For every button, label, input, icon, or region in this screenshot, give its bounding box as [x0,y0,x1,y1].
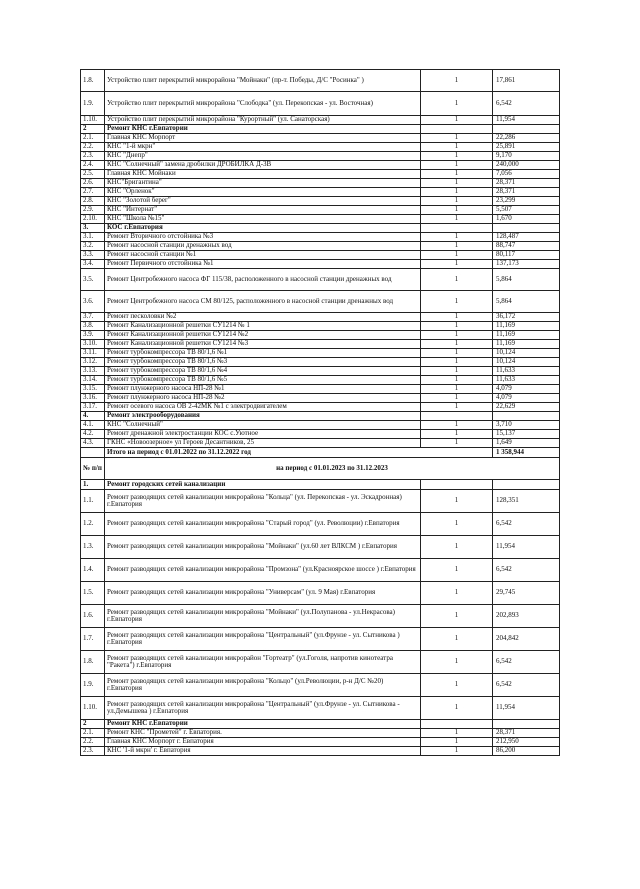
row-description: Устройство плит перекрытий микрорайона "Мойнаки" (пр-т. Победы, Д/С "Росинка" ) [105,70,421,92]
table-row [81,143,560,152]
row-amount: 28,371 [493,729,560,738]
row-description: КНС "Солнечный" [105,421,421,430]
row-quantity: 1 [421,651,493,674]
row-description: Ремонт насосной станции №1 [105,251,421,260]
table-row [81,674,560,697]
table-row [81,628,560,651]
row-amount: 15,137 [493,430,560,439]
row-description: КНС "1-й мкрн" [105,143,421,152]
row-number: 2.3. [81,152,105,161]
budget-table-body [81,70,560,756]
table-row [81,170,560,179]
row-number: 2.2. [81,738,105,747]
row-description: КНС"Бригантина" [105,179,421,188]
row-number: 2.10. [81,215,105,224]
row-number: 2.3. [81,747,105,756]
section-title: Ремонт КНС г.Евпатории [105,720,421,729]
row-number: 1.4. [81,559,105,582]
row-description: Устройство плит перекрытий микрорайона "Курортный" (ул. Санаторская) [105,116,421,125]
row-quantity: 1 [421,559,493,582]
row-number: 3. [81,224,105,233]
row-quantity: 1 [421,394,493,403]
row-number: 2 [81,720,105,729]
row-amount: 10,124 [493,358,560,367]
table-row [81,559,560,582]
row-amount: 128,351 [493,490,560,513]
row-description: Ремонт разводящих сетей канализации микрорайона "Кольца" (ул. Перекопская - ул. Эскадронная) г.Евпатория [105,490,421,513]
row-description: Ремонт Центробежного насоса ФГ 115/38, расположенного в насосной станции дренажных вод [105,269,421,291]
row-number: 1.2. [81,513,105,536]
row-number: 3.1. [81,233,105,242]
row-amount: 6,542 [493,513,560,536]
table-row [81,251,560,260]
row-number: 3.3. [81,251,105,260]
table-row [81,747,560,756]
section-row [81,224,560,233]
row-description: Ремонт разводящих сетей канализации микрорайона "Центральный" (ул.Фрунзе - ул. Сытникова - ул.Демышева ) г.Евпатория [105,697,421,720]
table-row [81,349,560,358]
row-description: Ремонт Канализационной решетки СУ1214 №2 [105,331,421,340]
row-quantity: 1 [421,188,493,197]
row-description: Ремонт Центробежного насоса СМ 80/125, расположенного в насосной станции дренажных вод [105,291,421,313]
total-row [81,448,560,458]
column-header-number: № п/п [81,458,105,480]
table-row [81,179,560,188]
table-row [81,260,560,269]
row-quantity: 1 [421,738,493,747]
row-description: Ремонт турбокомпрессора ТВ 80/1,6 №5 [105,376,421,385]
row-number: 3.5. [81,269,105,291]
row-number: 3.13. [81,367,105,376]
row-description: Ремонт Канализационной решетки СУ1214 № 1 [105,322,421,331]
row-number: 4. [81,412,105,421]
row-quantity: 1 [421,385,493,394]
row-amount [493,720,560,729]
total-label: Итого на период с 01.01.2022 по 31.12.2022 год [105,448,493,458]
row-amount: 17,861 [493,70,560,92]
row-description: Ремонт плунжерного насоса НП-28 №1 [105,385,421,394]
row-amount: 11,954 [493,697,560,720]
row-amount: 5,864 [493,269,560,291]
row-number: 3.2. [81,242,105,251]
row-number: 1.9. [81,92,105,116]
row-amount [493,412,560,421]
row-description: Ремонт Первичного отстойника №1 [105,260,421,269]
table-row [81,697,560,720]
row-quantity: 1 [421,376,493,385]
row-amount: 9,170 [493,152,560,161]
row-amount: 10,124 [493,349,560,358]
row-description: Ремонт разводящих сетей канализации микрорайон "Гортеатр" (ул.Гоголя, напротив кинотеатра "Ракета") г.Евпатория [105,651,421,674]
row-quantity: 1 [421,260,493,269]
row-amount: 3,710 [493,421,560,430]
row-number: 3.17. [81,403,105,412]
table-row [81,394,560,403]
row-number: 3.7. [81,313,105,322]
row-amount: 4,079 [493,394,560,403]
section-title: Ремонт городских сетей канализации [105,480,421,490]
row-amount: 36,172 [493,313,560,322]
row-description: Главная КНС Морпорт г. Евпатория [105,738,421,747]
row-description: Ремонт турбокомпрессора ТВ 80/1,6 №4 [105,367,421,376]
row-amount: 212,950 [493,738,560,747]
row-description: Ремонт дренажной электростанции КОС с.Уютное [105,430,421,439]
row-amount: 4,079 [493,385,560,394]
row-description: Устройство плит перекрытий микрорайона "Слободка" (ул. Перекопская - ул. Восточная) [105,92,421,116]
row-number: 3.15. [81,385,105,394]
row-description: Ремонт разводящих сетей канализации микрорайона "Центральный" (ул.Фрунзе - ул. Сытникова ) г.Евпатория [105,628,421,651]
row-number: 3.10. [81,340,105,349]
row-description: КНС "Днепр" [105,152,421,161]
row-description: Ремонт КНС "Прометей" г. Евпатория. [105,729,421,738]
row-number: 1.10. [81,116,105,125]
row-description: Ремонт разводящих сетей канализации микрорайона "Кольцо" (ул.Революции, р-н Д/С №20) г.Евпатория [105,674,421,697]
table-row [81,70,560,92]
section-title: Ремонт КНС г.Евпатории [105,125,421,134]
row-quantity [421,125,493,134]
row-description: Ремонт разводящих сетей канализации микрорайона "Мойнаки" (ул.60 лет ВЛКСМ ) г.Евпатория [105,536,421,559]
row-quantity: 1 [421,134,493,143]
row-number: 2.1. [81,134,105,143]
row-quantity: 1 [421,513,493,536]
section-row [81,480,560,490]
row-amount: 240,000 [493,161,560,170]
table-row [81,116,560,125]
row-description: Ремонт песколовки №2 [105,313,421,322]
row-quantity: 1 [421,170,493,179]
row-quantity: 1 [421,403,493,412]
row-quantity: 1 [421,605,493,628]
row-quantity: 1 [421,536,493,559]
table-row [81,358,560,367]
row-description: Главная КНС Мойнаки [105,170,421,179]
row-number: 3.8. [81,322,105,331]
table-row [81,421,560,430]
row-number: 3.11. [81,349,105,358]
row-number: 3.4. [81,260,105,269]
row-description: Главная КНС Морпорт [105,134,421,143]
row-amount: 202,893 [493,605,560,628]
section-row [81,412,560,421]
row-amount: 6,542 [493,674,560,697]
table-row [81,605,560,628]
section-title: Ремонт электрооборудования [105,412,421,421]
row-amount: 22,286 [493,134,560,143]
row-amount: 11,954 [493,116,560,125]
row-quantity: 1 [421,233,493,242]
total-amount: 1 358,944 [493,448,560,458]
row-quantity: 1 [421,206,493,215]
table-row [81,513,560,536]
table-row [81,152,560,161]
table-row [81,134,560,143]
row-number: 3.16. [81,394,105,403]
table-row [81,439,560,448]
period-header-row [81,458,560,480]
row-number: 2.4. [81,161,105,170]
row-amount [493,224,560,233]
section-row [81,720,560,729]
row-quantity: 1 [421,179,493,188]
row-description: Ремонт турбокомпрессора ТВ 80/1,6 №1 [105,349,421,358]
table-row [81,291,560,313]
row-quantity: 1 [421,197,493,206]
row-quantity: 1 [421,421,493,430]
row-amount: 11,633 [493,376,560,385]
row-description: КНС "Золотой берег" [105,197,421,206]
row-quantity: 1 [421,628,493,651]
row-amount: 11,169 [493,340,560,349]
row-quantity: 1 [421,430,493,439]
table-row [81,331,560,340]
row-number: 1.10. [81,697,105,720]
row-amount: 11,169 [493,331,560,340]
section-title: КОС г.Евпатория [105,224,421,233]
row-description: КНС "Школа №15" [105,215,421,224]
row-number: 3.12. [81,358,105,367]
row-description: ГКНС «Новоозерное» ул Героев Десантников, 25 [105,439,421,448]
row-number: 2.9. [81,206,105,215]
row-quantity: 1 [421,747,493,756]
row-amount: 86,200 [493,747,560,756]
table-row [81,92,560,116]
row-amount: 1,649 [493,439,560,448]
table-row [81,430,560,439]
row-quantity: 1 [421,367,493,376]
table-row [81,376,560,385]
row-number: 2.5. [81,170,105,179]
row-quantity: 1 [421,340,493,349]
table-row [81,536,560,559]
row-number: 2.2. [81,143,105,152]
row-quantity [421,720,493,729]
row-quantity: 1 [421,70,493,92]
row-quantity: 1 [421,251,493,260]
row-description: КНС "Солнечный" замена дробилки ДРОБИЛКА Д-3В [105,161,421,170]
row-quantity: 1 [421,313,493,322]
row-number: 4.3. [81,439,105,448]
table-row [81,215,560,224]
row-number: 2.6. [81,179,105,188]
row-amount: 11,633 [493,367,560,376]
period-title: на период с 01.01.2023 по 31.12.2023 [105,458,560,480]
table-row [81,322,560,331]
row-number: 3.14. [81,376,105,385]
row-amount: 1,670 [493,215,560,224]
table-row [81,197,560,206]
table-row [81,367,560,376]
row-number: 2.7. [81,188,105,197]
row-number: 1. [81,480,105,490]
row-amount: 204,842 [493,628,560,651]
section-row [81,125,560,134]
row-description: Ремонт осевого насоса ОВ 2-42МК №1 с электродвигателем [105,403,421,412]
row-description: Ремонт плунжерного насоса НП-28 №2 [105,394,421,403]
row-description: КНС "Интернат" [105,206,421,215]
row-quantity: 1 [421,674,493,697]
row-amount [493,480,560,490]
row-amount: 22,629 [493,403,560,412]
table-row [81,490,560,513]
row-quantity [421,224,493,233]
row-amount: 11,169 [493,322,560,331]
row-number: 4.1. [81,421,105,430]
row-amount: 5,864 [493,291,560,313]
row-quantity: 1 [421,269,493,291]
table-row [81,340,560,349]
row-number: 2 [81,125,105,134]
row-amount: 29,745 [493,582,560,605]
row-quantity: 1 [421,143,493,152]
row-amount: 25,891 [493,143,560,152]
row-quantity: 1 [421,729,493,738]
row-description: Ремонт разводящих сетей канализации микрорайона "Универсам" (ул. 9 Мая) г.Евпатория [105,582,421,605]
row-amount [493,125,560,134]
table-row [81,651,560,674]
table-row [81,242,560,251]
row-quantity: 1 [421,92,493,116]
table-row [81,385,560,394]
row-amount: 6,542 [493,92,560,116]
row-amount: 7,056 [493,170,560,179]
row-amount: 5,507 [493,206,560,215]
row-description: Ремонт насосной станции дренажных вод [105,242,421,251]
row-quantity: 1 [421,215,493,224]
row-quantity: 1 [421,152,493,161]
table-row [81,729,560,738]
table-row [81,738,560,747]
row-description: Ремонт Вторичного отстойника №3 [105,233,421,242]
row-amount: 6,542 [493,559,560,582]
row-amount: 28,371 [493,179,560,188]
row-amount: 11,954 [493,536,560,559]
row-amount: 88,747 [493,242,560,251]
budget-table [80,69,560,756]
row-number: 3.6. [81,291,105,313]
row-quantity: 1 [421,161,493,170]
row-quantity [421,480,493,490]
row-amount: 137,173 [493,260,560,269]
row-number: 1.1. [81,490,105,513]
row-number: 1.6. [81,605,105,628]
row-number: 2.1. [81,729,105,738]
row-description: КНС "Орленок" [105,188,421,197]
row-quantity: 1 [421,116,493,125]
row-number: 1.7. [81,628,105,651]
table-row [81,269,560,291]
row-number: 1.8. [81,70,105,92]
table-row [81,403,560,412]
table-row [81,233,560,242]
row-quantity: 1 [421,349,493,358]
row-quantity: 1 [421,322,493,331]
row-quantity [421,412,493,421]
row-quantity: 1 [421,490,493,513]
row-quantity: 1 [421,331,493,340]
row-quantity: 1 [421,358,493,367]
row-quantity: 1 [421,582,493,605]
row-number: 1.5. [81,582,105,605]
table-row [81,206,560,215]
row-amount: 128,487 [493,233,560,242]
table-row [81,161,560,170]
row-number: 1.3. [81,536,105,559]
row-description: Ремонт разводящих сетей канализации микрорайона "Старый город" (ул. Революции) г.Евпатория [105,513,421,536]
row-number: 1.8. [81,651,105,674]
row-quantity: 1 [421,697,493,720]
row-amount: 80,117 [493,251,560,260]
table-row [81,582,560,605]
row-number: 3.9. [81,331,105,340]
table-row [81,188,560,197]
row-quantity: 1 [421,291,493,313]
row-amount: 23,299 [493,197,560,206]
table-row [81,313,560,322]
row-description: Ремонт разводящих сетей канализации микрорайона "Промзона" (ул.Красноярское шоссе ) г.Евпатория [105,559,421,582]
row-description: Ремонт турбокомпрессора ТВ 80/1,6 №3 [105,358,421,367]
row-description: Ремонт разводящих сетей канализации микрорайона "Мойнаки" (ул.Полупанова - ул.Некрасова) г.Евпатория [105,605,421,628]
row-number: 2.8. [81,197,105,206]
row-description: Ремонт Канализационной решетки СУ1214 №3 [105,340,421,349]
row-amount: 28,371 [493,188,560,197]
row-amount: 6,542 [493,651,560,674]
row-description: КНС '1-й мкрн' г. Евпатория [105,747,421,756]
row-number: 4.2. [81,430,105,439]
row-quantity: 1 [421,242,493,251]
row-number: 1.9. [81,674,105,697]
row-quantity: 1 [421,439,493,448]
row-number [81,448,105,458]
